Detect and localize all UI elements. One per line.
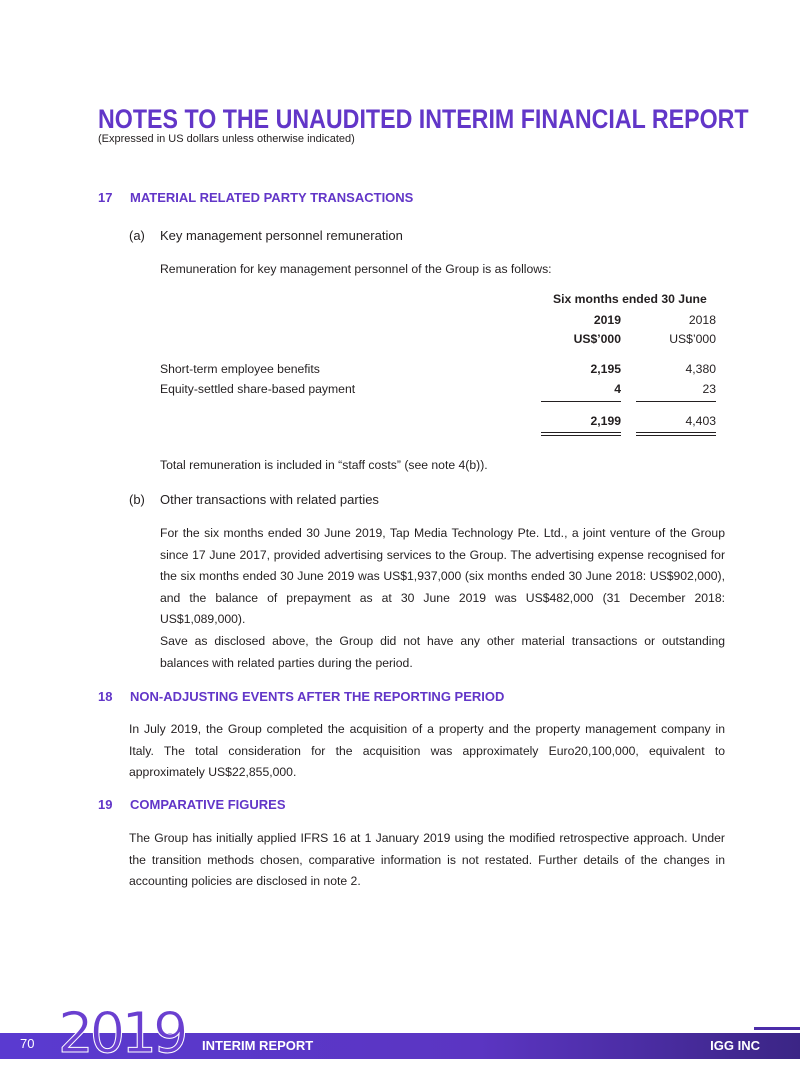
- total-double-rule: [541, 435, 621, 436]
- total-double-rule: [541, 432, 621, 433]
- table-year-2019: 2019: [593, 313, 621, 327]
- page-title: NOTES TO THE UNAUDITED INTERIM FINANCIAL REPORT: [98, 104, 749, 134]
- total-double-rule: [636, 435, 716, 436]
- section-title: MATERIAL RELATED PARTY TRANSACTIONS: [130, 190, 414, 205]
- table-unit-2018: US$’000: [669, 332, 716, 346]
- comparative-paragraph: The Group has initially applied IFRS 16 at 1 January 2019 using the modified retrospective approach. Under the transition methods chosen, comparative information is not restated. Further details of the changes in accounting policies are disclosed in note 2.: [129, 831, 725, 889]
- report-name: INTERIM REPORT: [202, 1038, 314, 1053]
- company-name: IGG INC: [710, 1038, 760, 1053]
- events-paragraph: In July 2019, the Group completed the acquisition of a property and the property management company in Italy. The total consideration for the acquisition was approximately Euro20,100,000, equivalent to approximately US$22,855,000.: [129, 722, 725, 780]
- table-row-value-2018: 23: [702, 382, 716, 396]
- section-number: 19: [98, 797, 113, 812]
- section-number: 17: [98, 190, 113, 205]
- table-period-header: Six months ended 30 June: [553, 292, 707, 306]
- subtotal-rule: [636, 401, 716, 402]
- table-unit-2019: US$’000: [573, 332, 621, 346]
- table-year-2018: 2018: [688, 313, 716, 327]
- page-subtitle: (Expressed in US dollars unless otherwise indicated): [98, 133, 355, 145]
- table-row-label: Short-term employee benefits: [160, 362, 320, 376]
- remuneration-note: Total remuneration is included in “staff costs” (see note 4(b)).: [160, 458, 488, 472]
- table-row-value-2019: 4: [614, 382, 621, 396]
- related-party-paragraph: For the six months ended 30 June 2019, Tap Media Technology Pte. Ltd., a joint venture of the Group since 17 June 2017, provided advertising services to the Group. The advertising expense recognised for the six months ended 30 June 2019 was US$1,937,000 (six months ended 30 June 2018: US$902,000), and the balance of prepayment as at 30 June 2019 was US$482,000 (31 December 2018: US$1,089,000).: [160, 526, 725, 627]
- section-title: COMPARATIVE FIGURES: [130, 797, 286, 812]
- subsection-a-heading: [129, 228, 403, 243]
- footer-year-logo: 2019: [58, 1001, 185, 1066]
- table-row-label: Equity-settled share-based payment: [160, 382, 356, 396]
- remuneration-intro: Remuneration for key management personnel of the Group is as follows:: [160, 262, 552, 276]
- table-total-2019: 2,199: [590, 414, 621, 428]
- footer-accent-line: [754, 1027, 800, 1030]
- subsection-label: (a): [129, 228, 145, 243]
- total-double-rule: [636, 432, 716, 433]
- page-number: 70: [20, 1036, 35, 1051]
- section-19-heading: [98, 797, 286, 812]
- section-18-heading: [98, 689, 504, 704]
- table-row-value-2018: 4,380: [685, 362, 716, 376]
- subsection-label: (b): [129, 492, 145, 507]
- section-17-heading: [98, 190, 413, 205]
- subsection-b-heading: [129, 492, 379, 507]
- table-total-2018: 4,403: [685, 414, 716, 428]
- subsection-title: Key management personnel remuneration: [160, 228, 403, 243]
- disclosure-paragraph: Save as disclosed above, the Group did not have any other material transactions or outstanding balances with related parties during the period.: [160, 634, 725, 670]
- subtotal-rule: [541, 401, 621, 402]
- section-title: NON-ADJUSTING EVENTS AFTER THE REPORTING PERIOD: [130, 689, 505, 704]
- table-row-value-2019: 2,195: [590, 362, 621, 376]
- subsection-title: Other transactions with related parties: [160, 492, 379, 507]
- section-number: 18: [98, 689, 113, 704]
